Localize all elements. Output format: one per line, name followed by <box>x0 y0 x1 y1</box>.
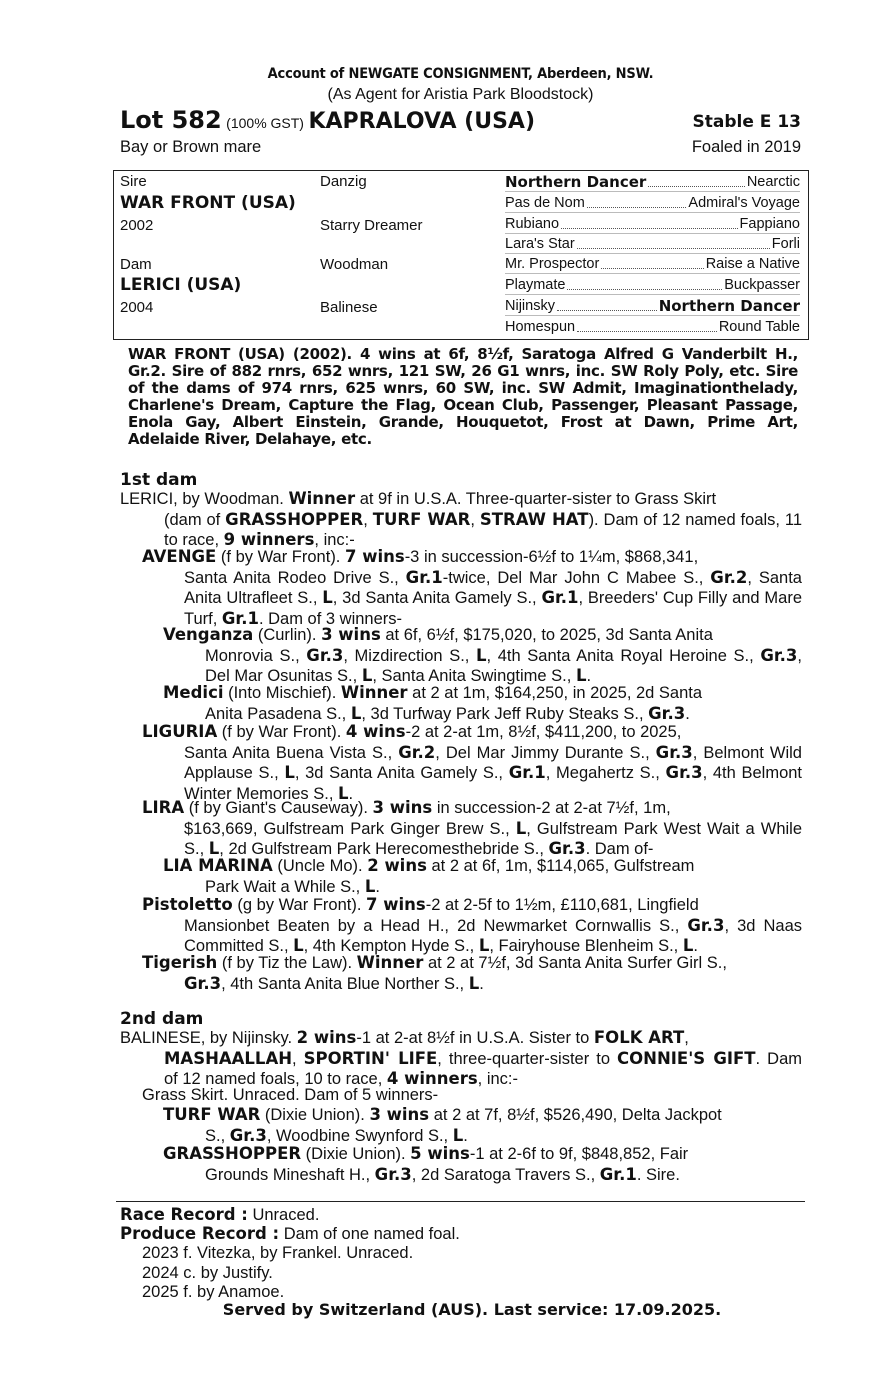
pedigree-row: Lara's Star Forli <box>505 233 800 254</box>
produce-entry: LIGURIA (f by War Front). 4 wins-2 at 2-at 1m, 8½f, $411,200, to 2025, Santa Anita Buena Vista S., Gr.2, Del Mar Jimmy Durante S., Gr.3, Belmont Wild Applause S., L, 3d Santa Anita Gamely S., Gr.1, Megahertz S., Gr.3, 4th Belmont Winter Memories S., L. <box>142 722 803 803</box>
produce-entry: Venganza (Curlin). 3 wins at 6f, 6½f, $175,020, to 2025, 3d Santa Anita Monrovia S., Gr.3, Mizdirection S., L, 4th Santa Anita Royal Heroine S., Gr.3, Del Mar Osunitas S., L, Santa Anita Swingtime S., L. <box>163 625 802 685</box>
produce-item: 2024 c. by Justify. <box>142 1264 273 1282</box>
dam-dam: Balinese <box>320 299 378 316</box>
sire-year: 2002 <box>120 217 154 234</box>
dam-label: Dam <box>120 256 152 273</box>
served-note: Served by Switzerland (AUS). Last service: 17.09.2025. <box>222 1300 722 1319</box>
horse-sex: Bay or Brown mare <box>120 138 262 156</box>
dam-year: 2004 <box>120 299 154 316</box>
produce-entry: GRASSHOPPER (Dixie Union). 5 wins-1 at 2-6f to 9f, $848,852, Fair Grounds Mineshaft H., Gr.3, 2d Saratoga Travers S., Gr.1. Sire. <box>163 1144 689 1184</box>
produce-entry: Medici (Into Mischief). Winner at 2 at 1m, $164,250, in 2025, 2d Santa Anita Pasadena S., L, 3d Turfway Park Jeff Ruby Steaks S., Gr.3. <box>163 683 703 723</box>
produce-entry: LIRA (f by Giant's Causeway). 3 wins in succession-2 at 2-at 7½f, 1m, $163,669, Gulfstream Park Ginger Brew S., L, Gulfstream Park West Wait a While S., L, 2d Gulfstream Park Herecomesthebride S., Gr.3. Dam of- <box>142 798 802 858</box>
sire-sire: Danzig <box>320 173 367 190</box>
pedigree-table <box>113 170 809 340</box>
lot-number: Lot 582 <box>120 106 222 134</box>
first-dam-entry: LERICI, by Woodman. Winner at 9f in U.S.A. Three-quarter-sister to Grass Skirt (dam of GRASSHOPPER, TURF WAR, STRAW HAT). Dam of 12 named foals, 11 to race, 9 winners, inc:- <box>120 489 803 549</box>
sire-summary: WAR FRONT (USA) (2002). 4 wins at 6f, 8½f, Saratoga Alfred G Vanderbilt H., Gr.2. Sire of 882 rnrs, 652 wnrs, 121 SW, 26 G1 wnrs, inc. SW Roly Poly, etc. Sire of the dams of 974 rnrs, 625 wnrs, 60 SW, inc. SW Admit, Imaginationthelady, Charlene's Dream, Capture the Flag, Ocean Club, Passenger, Pleasant Passage, Enola Gay, Albert Einstein, Grande, Houquetot, Frost at Dawn, Prime Art, Adelaide River, Delahaye, etc. <box>128 345 798 448</box>
second-dam-heading: 2nd dam <box>120 1009 204 1029</box>
lot-line <box>120 106 801 136</box>
produce-entry: Grass Skirt. Unraced. Dam of 5 winners- <box>142 1086 439 1104</box>
produce-entry: AVENGE (f by War Front). 7 wins-3 in succession-6½f to 1¼m, $868,341, Santa Anita Rodeo Drive S., Gr.1-twice, Del Mar John C Mabee S., Gr.2, Santa Anita Ultrafleet S., L, 3d Santa Anita Gamely S., Gr.1, Breeders' Cup Filly and Mare Turf, Gr.1. Dam of 3 winners- <box>142 547 803 628</box>
agent-line: (As Agent for Aristia Park Bloodstock) <box>327 86 594 103</box>
first-dam-heading: 1st dam <box>120 470 198 490</box>
pedigree-row: Northern Dancer Nearctic <box>505 173 800 191</box>
race-record: Race Record : Unraced. <box>120 1205 320 1224</box>
produce-item: 2023 f. Vitezka, by Frankel. Unraced. <box>142 1244 414 1262</box>
pedigree-row: Homespun Round Table <box>505 319 800 335</box>
pedigree-row: Playmate Buckpasser <box>505 274 800 295</box>
produce-entry: Tigerish (f by Tiz the Law). Winner at 2 at 7½f, 3d Santa Anita Surfer Girl S., Gr.3, 4th Santa Anita Blue Norther S., L. <box>142 953 727 993</box>
sire-dam: Starry Dreamer <box>320 217 423 234</box>
produce-entry: TURF WAR (Dixie Union). 3 wins at 2 at 7f, 8½f, $526,490, Delta Jackpot S., Gr.3, Woodbine Swynford S., L. <box>163 1105 722 1145</box>
produce-entry: Pistoletto (g by War Front). 7 wins-2 at 2-5f to 1½m, £110,681, Lingfield Mansionbet Beaten by a Head H., 2d Newmarket Cornwallis S., Gr.3, 3d Naas Committed S., L, 4th Kempton Hyde S., L, Fairyhouse Blenheim S., L. <box>142 895 803 955</box>
gst-note: (100% GST) <box>226 115 304 131</box>
dam-sire: Woodman <box>320 256 389 273</box>
pedigree-row: Rubiano Fappiano <box>505 213 800 234</box>
stable-number: Stable E 13 <box>692 112 801 132</box>
dam-name: LERICI (USA) <box>120 275 242 295</box>
produce-record: Produce Record : Dam of one named foal. <box>120 1224 460 1243</box>
pedigree-row: Mr. Prospector Raise a Native <box>505 253 800 274</box>
second-dam-entry: BALINESE, by Nijinsky. 2 wins-1 at 2-at 8½f in U.S.A. Sister to FOLK ART, MASHAALLAH, SPORTIN' LIFE, three-quarter-sister to CONNIE'S GIFT. Dam of 12 named foals, 10 to race, 4 winners, inc:- <box>120 1028 803 1088</box>
sire-label: Sire <box>120 173 147 190</box>
pedigree-row: Nijinsky Northern Dancer <box>505 297 800 315</box>
vendor-account: Account of NEWGATE CONSIGNMENT, Aberdeen, NSW. <box>267 66 654 82</box>
horse-name: KAPRALOVA (USA) <box>308 109 536 134</box>
produce-entry: LIA MARINA (Uncle Mo). 2 wins at 2 at 6f, 1m, $114,065, Gulfstream Park Wait a While S., L. <box>163 856 695 896</box>
divider <box>116 1201 805 1202</box>
produce-item: 2025 f. by Anamoe. <box>142 1283 285 1301</box>
sire-name: WAR FRONT (USA) <box>120 193 296 213</box>
pedigree-row: Pas de Nom Admiral's Voyage <box>505 192 800 213</box>
foaled-year: Foaled in 2019 <box>691 138 801 156</box>
